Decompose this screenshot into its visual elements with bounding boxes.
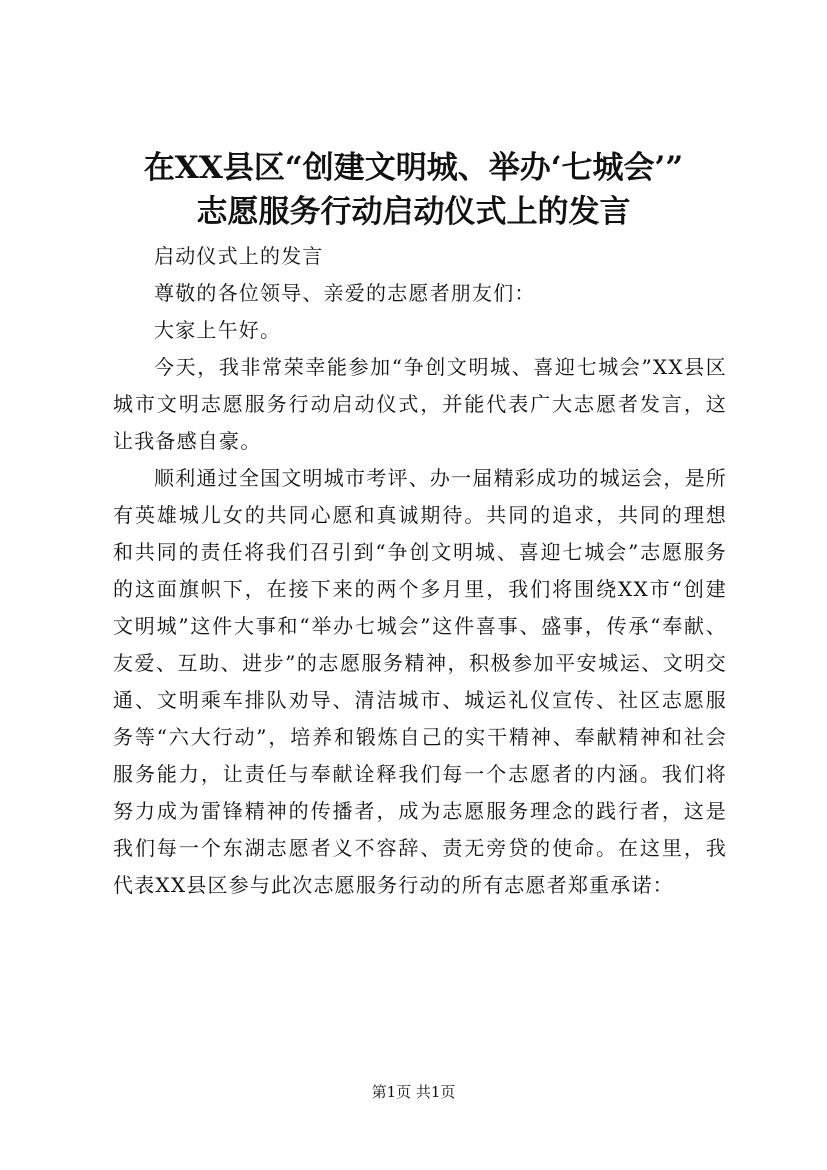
document-body: [113, 238, 727, 904]
paragraph-greeting: 大家上午好。: [154, 318, 282, 342]
title-line-2: 志愿服务行动启动仪式上的发言: [196, 194, 631, 230]
title-line-1: 在XX县区“创建文明城、举办‘七城会’”: [143, 150, 684, 186]
page-footer: 第1页 共1页: [371, 1083, 456, 1101]
paragraph-main: 顺利通过全国文明城市考评、办一届精彩成功的城运会，是所有英雄城儿女的共同心愿和真诚期待。共同的追求，共同的理想和共同的责任将我们召引到“争创文明城、喜迎七城会”志愿服务的这面旗帜下，在接下来的两个多月里，我们将围绕XX市“创建文明城”这件大事和“举办七城会”这件喜事、盛事，传承“奉献、友爱、互助、进步”的志愿服务精神，积极参加平安城运、文明交通、文明乘车排队劝导、清洁城市、城运礼仪宣传、社区志愿服务等“六大行动”，培养和锻炼自己的实干精神、奉献精神和社会服务能力，让责任与奉献诠释我们每一个志愿者的内涵。我们将努力成为雷锋精神的传播者，成为志愿服务理念的践行者，这是我们每一个东湖志愿者义不容辞、责无旁贷的使命。在这里，我代表XX县区参与此次志愿服务行动的所有志愿者郑重承诺：: [113, 466, 727, 897]
paragraph-salutation: 尊敬的各位领导、亲爱的志愿者朋友们：: [154, 281, 536, 305]
paragraph-subtitle: 启动仪式上的发言: [154, 244, 324, 268]
paragraph-intro: 今天，我非常荣幸能参加“争创文明城、喜迎七城会”XX县区城市文明志愿服务行动启动仪式，并能代表广大志愿者发言，这让我备感自豪。: [113, 355, 727, 453]
document-title: [80, 146, 747, 234]
